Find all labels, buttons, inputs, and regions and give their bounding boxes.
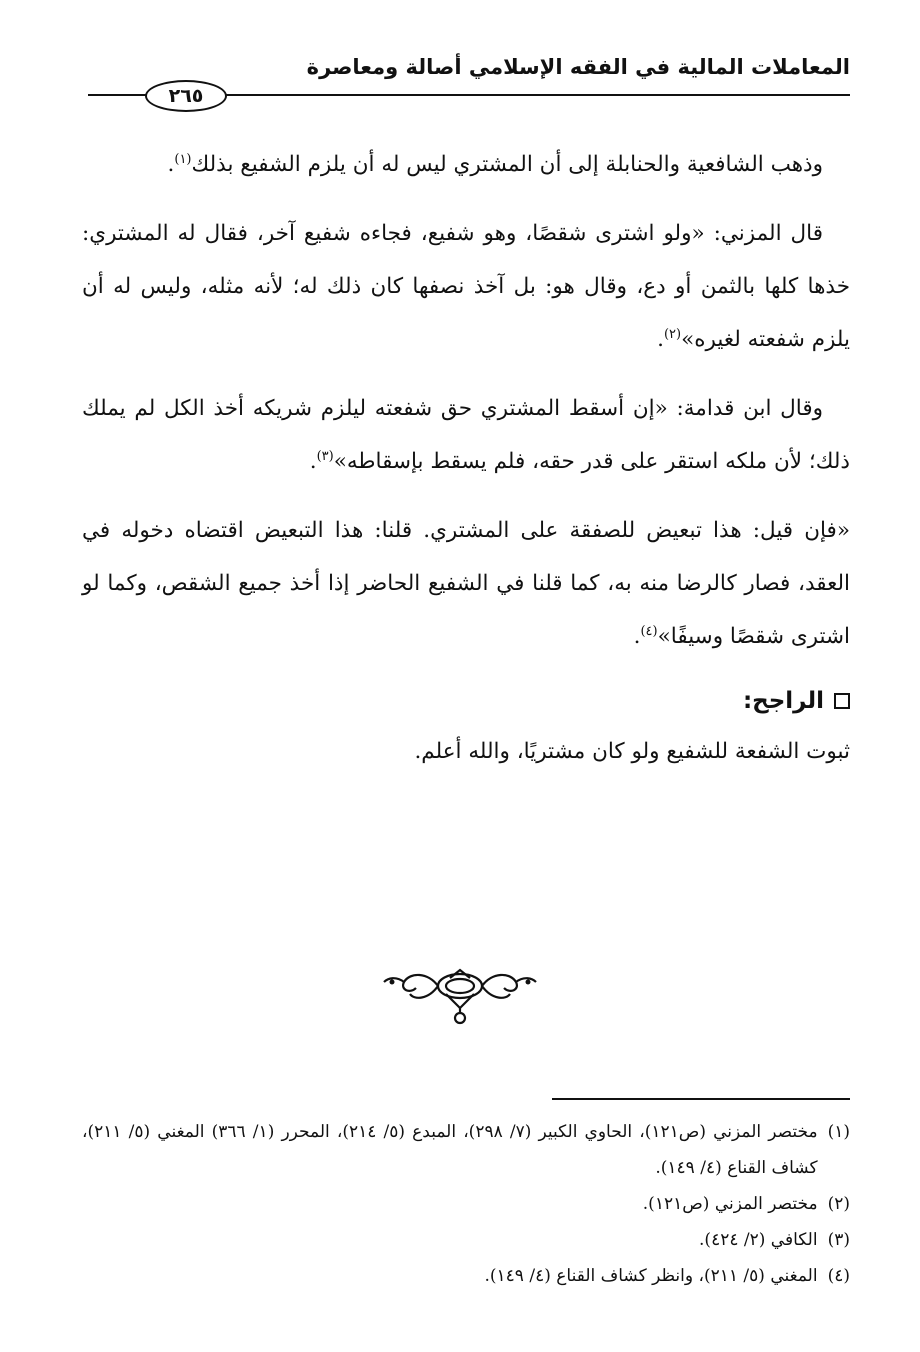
- footnote-ref-3: (٣): [316, 448, 334, 464]
- footnote-4: [82, 1258, 850, 1294]
- footnote-number: (١): [827, 1122, 850, 1142]
- running-header-title: المعاملات المالية في الفقه الإسلامي أصالة ومعاصرة: [306, 55, 850, 79]
- footnote-text: مختصر المزني (ص١٢١)، الحاوي الكبير (٧/ ٢٩٨)، المبدع (٥/ ٢١٤)، المحرر (١/ ٣٦٦) المغني (٥/ ٢١١)، كشاف القناع (٤/ ١٤٩).: [82, 1122, 818, 1178]
- footnote-2: [82, 1186, 850, 1222]
- footnote-number: (٣): [827, 1230, 850, 1250]
- footnote-number: (٢): [827, 1194, 850, 1214]
- paragraph-2: [82, 207, 850, 366]
- paragraph-1-text: وذهب الشافعية والحنابلة إلى أن المشتري ليس له أن يلزم الشفيع بذلك: [191, 152, 823, 177]
- paragraph-2-end: .: [657, 327, 664, 352]
- conclusion-text: ثبوت الشفعة للشفيع ولو كان مشتريًا، والله أعلم.: [414, 739, 850, 764]
- footnote-ref-2: (٢): [663, 326, 682, 342]
- paragraph-4-text: «فإن قيل: هذا تبعيض للصفقة على المشتري. قلنا: هذا التبعيض اقتضاه دخوله في العقد، فصار كالرضا منه به، كما قلنا في الشفيع الحاضر إذا أخذ جميع الشقص، وكما لو اشترى شقصًا وسيفًا»: [82, 518, 850, 649]
- paragraph-2-text: قال المزني: «ولو اشترى شقصًا، وهو شفيع، فجاءه شفيع آخر، فقال له المشتري: خذها كلها بالثمن أو دع، وقال هو: بل آخذ نصفها كان ذلك له؛ لأنه مثله، وليس له أن يلزم شفعته لغيره»: [82, 221, 850, 352]
- page-number: ٢٦٥: [145, 80, 227, 112]
- section-heading: [82, 679, 850, 723]
- paragraph-1-end: .: [167, 152, 175, 177]
- paragraph-4: [82, 504, 850, 663]
- footnote-ref-4: (٤): [640, 623, 658, 639]
- footnote-text: مختصر المزني (ص١٢١).: [642, 1194, 818, 1214]
- footnote-ref-1: (١): [174, 151, 192, 167]
- footnote-text: الكافي (٢/ ٤٢٤).: [699, 1230, 818, 1250]
- square-bullet-icon: [834, 693, 850, 709]
- paragraph-1: [82, 138, 850, 191]
- footnote-number: (٤): [827, 1266, 850, 1286]
- paragraph-3-text: وقال ابن قدامة: «إن أسقط المشتري حق شفعته ليلزم شريكه أخذ الكل لم يملك ذلك؛ لأن ملكه استقر على قدر حقه، فلم يسقط بإسقاطه»: [82, 396, 850, 474]
- main-text: [82, 138, 850, 778]
- footnote-separator: [552, 1098, 850, 1100]
- paragraph-3-end: .: [309, 449, 317, 474]
- footnote-3: [82, 1222, 850, 1258]
- paragraph-3: [82, 382, 850, 488]
- footnote-1: [82, 1114, 850, 1186]
- footnote-text: المغني (٥/ ٢١١)، وانظر كشاف القناع (٤/ ١٤٩).: [484, 1266, 818, 1286]
- section-heading-text: الراجح:: [742, 688, 824, 714]
- paragraph-4-end: .: [633, 624, 641, 649]
- footnotes: [82, 1114, 850, 1294]
- ornament-divider-icon: [380, 958, 540, 1030]
